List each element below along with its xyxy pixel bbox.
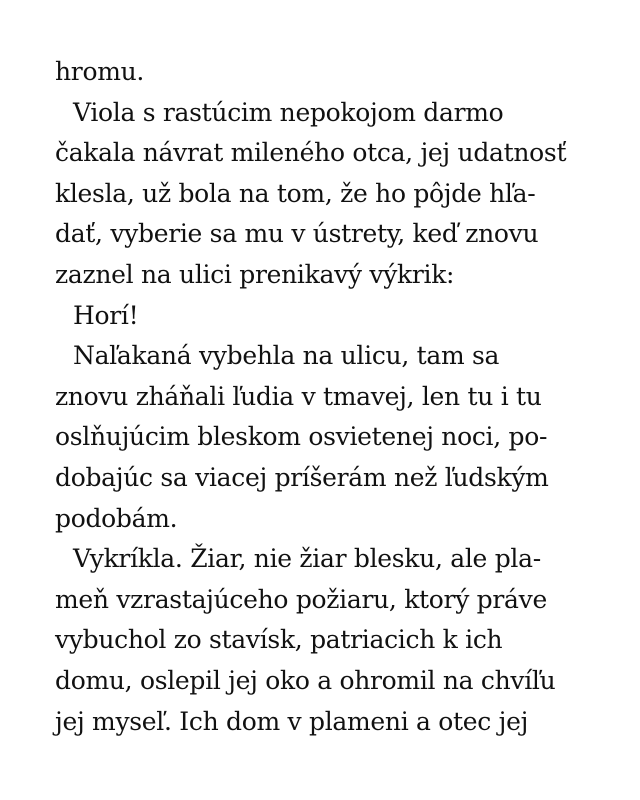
text-line: Horí! bbox=[73, 300, 139, 330]
book-page-text bbox=[55, 52, 565, 742]
text-line: dať, vyberie sa mu v ústrety, keď znovu bbox=[55, 219, 539, 249]
text-line: Vykríkla. Žiar, nie žiar blesku, ale pla- bbox=[73, 544, 541, 574]
text-line: jej myseľ. Ich dom v plameni a otec jej bbox=[55, 706, 529, 736]
text-line: domu, oslepil jej oko a ohromil na chvíľu bbox=[55, 665, 556, 695]
text-line: hromu. bbox=[55, 57, 145, 86]
text-line: meň vzrastajúceho požiaru, ktorý práve bbox=[55, 584, 547, 614]
text-line: Naľakaná vybehla na ulicu, tam sa bbox=[73, 341, 500, 371]
text-line: Viola s rastúcim nepokojom darmo bbox=[73, 97, 504, 127]
text-line: znovu zháňali ľudia v tmavej, len tu i tu bbox=[55, 381, 542, 411]
text-line: dobajúc sa viacej príšerám než ľudským bbox=[55, 462, 549, 492]
text-line: vybuchol zo stavísk, patriacich k ich bbox=[55, 625, 503, 655]
text-line: podobám. bbox=[55, 503, 178, 533]
text-line: čakala návrat mileného otca, jej udatnosť bbox=[55, 138, 567, 168]
text-line: zaznel na ulici prenikavý výkrik: bbox=[55, 259, 455, 289]
text-line: klesla, už bola na tom, že ho pôjde hľa- bbox=[55, 178, 536, 208]
text-line: oslňujúcim bleskom osvietenej noci, po- bbox=[55, 422, 548, 452]
